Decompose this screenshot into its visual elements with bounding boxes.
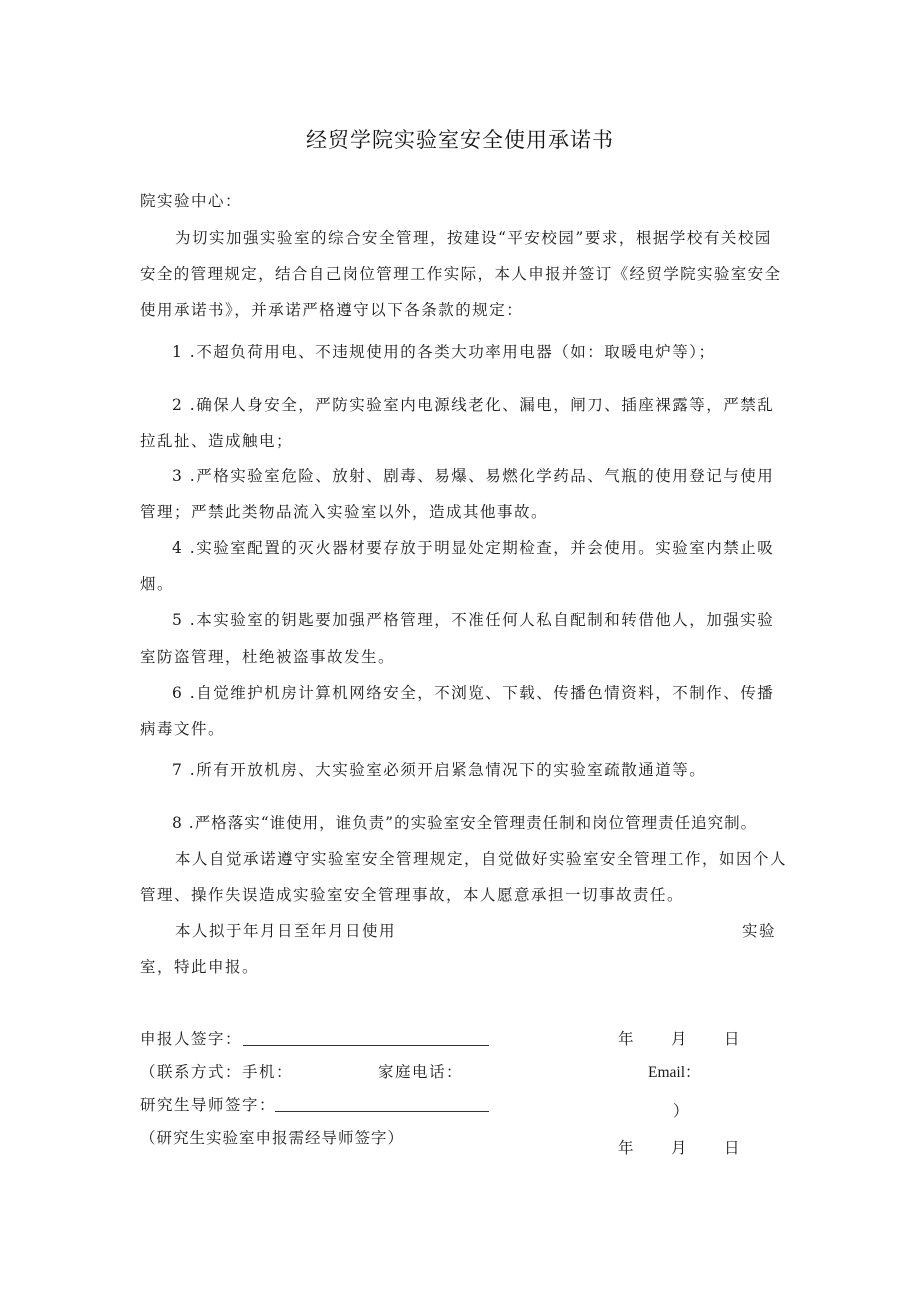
- clause-4-line-1: 4 .实验室配置的灭火器材要存放于明显处定期检查，并会使用。实验室内禁止吸: [172, 539, 775, 557]
- pledge-line-1: 本人自觉承诺遵守实验室安全管理规定，自觉做好实验室安全管理工作，如因个人: [175, 850, 788, 868]
- email-label: Email：: [648, 1064, 701, 1081]
- clause-4-line-2: 烟。: [140, 575, 175, 593]
- clause-8: 8 .严格落实“谁使用，谁负责”的实验室安全管理责任制和岗位管理责任追究制。: [172, 814, 758, 832]
- date2-year: 年: [618, 1139, 636, 1157]
- intro-line-1: 为切实加强实验室的综合安全管理，按建设“平安校园”要求，根据学校有关校园: [175, 229, 772, 247]
- clause-3-line-1: 3 .严格实验室危险、放射、剧毒、易爆、易燃化学药品、气瓶的使用登记与使用: [172, 467, 775, 485]
- clause-5-line-1: 5 .本实验室的钥匙要加强严格管理，不准任何人私自配制和转借他人，加强实验: [172, 611, 775, 629]
- clause-6-line-2: 病毒文件。: [140, 720, 226, 738]
- intro-line-2: 安全的管理规定，结合自己岗位管理工作实际，本人申报并签订《经贸学院实验室安全: [140, 265, 780, 283]
- date1-year: 年: [618, 1030, 636, 1048]
- clause-3-line-2: 管理；严禁此类物品流入实验室以外，造成其他事故。: [140, 503, 549, 521]
- usage-line-2: 室，特此申报。: [140, 958, 260, 976]
- supervisor-signature-field[interactable]: [275, 1095, 489, 1112]
- salutation: 院实验中心：: [140, 192, 243, 210]
- home-phone-label: 家庭电话：: [378, 1063, 464, 1081]
- applicant-signature-field[interactable]: [243, 1029, 489, 1046]
- usage-line-1: 本人拟于年月日至年月日使用: [175, 922, 397, 940]
- pledge-line-2: 管理、操作失误造成实验室安全管理事故，本人愿意承担一切事故责任。: [140, 886, 685, 904]
- document-title: 经贸学院实验室安全使用承诺书: [306, 128, 614, 152]
- applicant-signature-label: 申报人签字：: [140, 1030, 243, 1048]
- intro-line-3: 使用承诺书》，并承诺严格遵守以下各条款的规定：: [140, 301, 524, 319]
- date2-month: 月: [671, 1139, 689, 1157]
- clause-6-line-1: 6 .自觉维护机房计算机网络安全，不浏览、下载、传播色情资料，不制作、传播: [172, 684, 775, 702]
- supervisor-signature-label: 研究生导师签字：: [140, 1096, 277, 1114]
- date1-day: 日: [724, 1030, 742, 1048]
- usage-line-1-right: 实验: [742, 922, 777, 940]
- clause-5-line-2: 室防盗管理，杜绝被盗事故发生。: [140, 648, 396, 666]
- clause-2-line-2: 拉乱扯、造成触电；: [140, 432, 294, 450]
- date2-day: 日: [724, 1139, 742, 1157]
- closing-parenthesis: ）: [673, 1102, 691, 1120]
- contact-phone-label: （联系方式：手机：: [140, 1063, 294, 1081]
- clause-2-line-1: 2 .确保人身安全，严防实验室内电源线老化、漏电，闸刀、插座裸露等，严禁乱: [172, 396, 775, 414]
- date1-month: 月: [671, 1030, 689, 1048]
- supervisor-note: （研究生实验室申报需经导师签字）: [140, 1129, 405, 1147]
- clause-7: 7 .所有开放机房、大实验室必须开启紧急情况下的实验室疏散通道等。: [172, 761, 707, 779]
- clause-1: 1 .不超负荷用电、不违规使用的各类大功率用电器（如：取暖电炉等）；: [172, 343, 716, 361]
